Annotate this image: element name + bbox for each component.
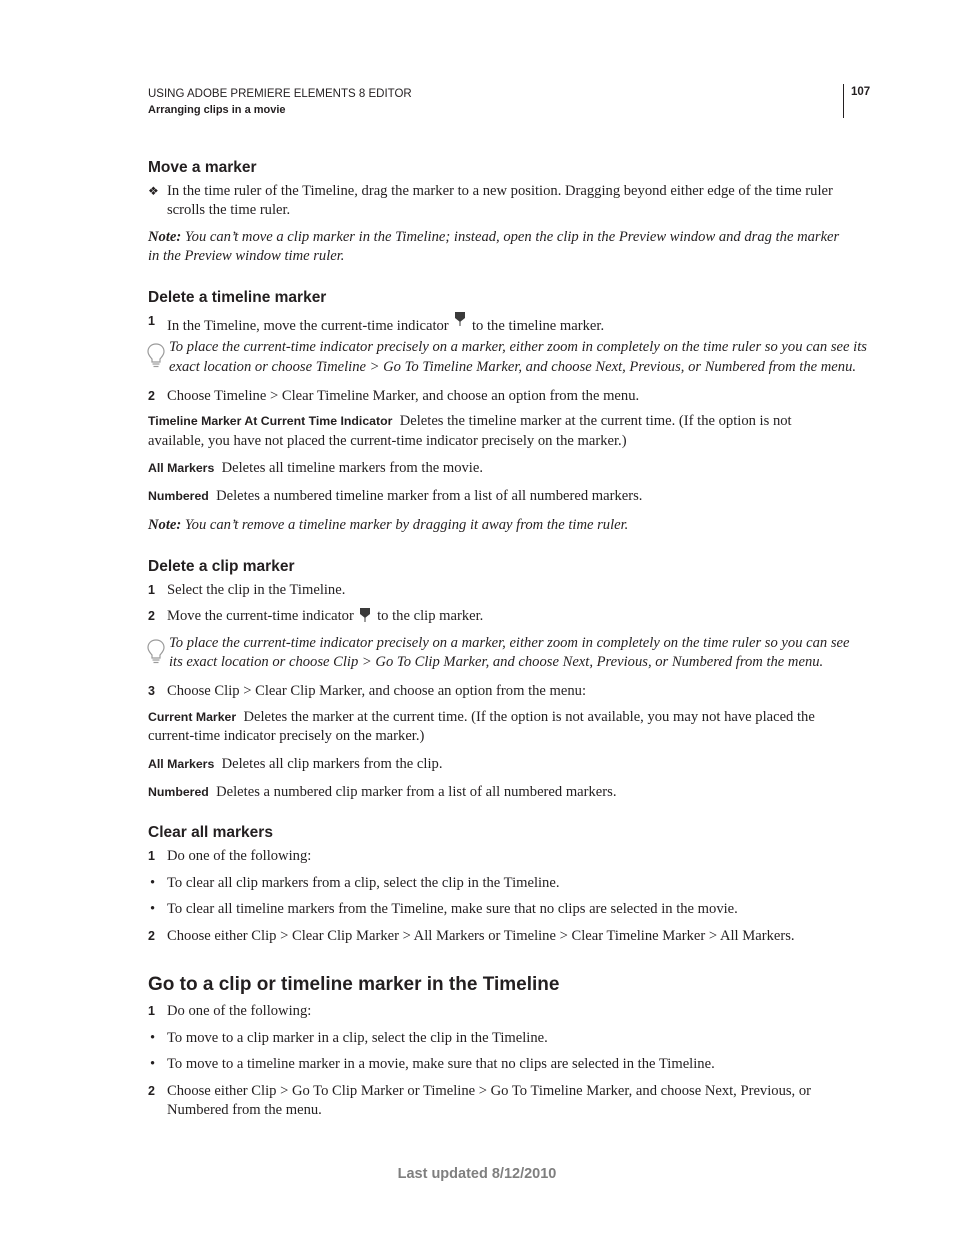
gtm-step2-line2: Numbered from the menu. [167, 1102, 322, 1118]
option-desc: Deletes all clip markers from the clip. [221, 756, 443, 772]
dtm-tip-line1: To place the current-time indicator precisely on a marker, either zoom in completely on the time ruler so you can see its [169, 339, 867, 355]
note-label: Note: [148, 229, 182, 245]
dtm-option-2 [148, 459, 483, 478]
option-desc: Deletes the timeline marker at the current time. (If the option is not [399, 413, 792, 429]
dcm-step2 [167, 607, 483, 626]
dcm-step2-text-b: to the clip marker. [377, 608, 484, 624]
bullet-symbol: • [150, 1056, 156, 1072]
bullet-symbol: • [150, 1030, 156, 1046]
move-marker-step-line2: scrolls the time ruler. [167, 202, 291, 218]
option-term: Timeline Marker At Current Time Indicator [148, 414, 393, 428]
bullet-symbol: • [150, 875, 156, 891]
dcm-step1: Select the clip in the Timeline. [167, 582, 346, 598]
option-term: Current Marker [148, 710, 237, 724]
running-header-subtitle: Arranging clips in a movie [148, 104, 286, 116]
footer-last-updated: Last updated 8/12/2010 [397, 1166, 557, 1182]
gtm-step1: Do one of the following: [167, 1003, 312, 1019]
step-number: 2 [148, 609, 155, 623]
dcm-step3: Choose Clip > Clear Clip Marker, and choose an option from the menu: [167, 683, 587, 699]
dcm-tip-line2: its exact location or choose Clip > Go To Clip Marker, and choose Next, Previous, or Numbered from the menu. [169, 654, 824, 670]
note-text: You can’t move a clip marker in the Timeline; instead, open the clip in the Preview window and drag the marker [184, 229, 840, 245]
step-number: 1 [148, 1004, 155, 1018]
dcm-option-3 [148, 783, 616, 802]
heading-delete-timeline-marker: Delete a timeline marker [148, 289, 327, 306]
dtm-tip-line2: exact location or choose Timeline > Go To Timeline Marker, and choose Next, Previous, or Numbered from the menu. [169, 359, 857, 375]
option-desc: Deletes a numbered timeline marker from a list of all numbered markers. [216, 488, 643, 504]
heading-clear-all-markers: Clear all markers [148, 824, 273, 841]
option-desc: Deletes the marker at the current time. (If the option is not available, you may not have placed the [243, 709, 815, 725]
cam-step2: Choose either Clip > Clear Clip Marker > All Markers or Timeline > Clear Timeline Marker > All Markers. [167, 928, 795, 944]
heading-delete-clip-marker: Delete a clip marker [148, 558, 295, 575]
dtm-note [148, 516, 628, 535]
option-term: Numbered [148, 489, 209, 503]
step-number: 2 [148, 1084, 155, 1098]
lightbulb-icon [147, 639, 165, 665]
dcm-option-1-line2: current-time indicator precisely on the marker.) [148, 728, 425, 744]
gtm-bullet1: To move to a clip marker in a clip, select the clip in the Timeline. [167, 1030, 548, 1046]
gtm-bullet2: To move to a timeline marker in a movie, make sure that no clips are selected in the Timeline. [167, 1056, 715, 1072]
bullet-symbol: ❖ [148, 184, 159, 198]
dtm-option-1 [148, 412, 792, 431]
option-term: All Markers [148, 461, 215, 475]
gtm-step2-line1: Choose either Clip > Go To Clip Marker or Timeline > Go To Timeline Marker, and choose Next, Previous, or [167, 1083, 812, 1099]
option-term: Numbered [148, 785, 209, 799]
step-number: 1 [148, 314, 155, 328]
note-label: Note: [148, 517, 182, 533]
move-marker-note-line1 [148, 228, 839, 247]
option-desc: Deletes all timeline markers from the movie. [221, 460, 483, 476]
move-marker-step-line1: In the time ruler of the Timeline, drag the marker to a new position. Dragging beyond either edge of the time ruler [167, 183, 833, 199]
dcm-tip-line1: To place the current-time indicator precisely on a marker, either zoom in completely on the time ruler so you can see [169, 635, 850, 651]
heading-move-a-marker: Move a marker [148, 159, 257, 176]
dtm-step1 [167, 312, 604, 336]
current-time-indicator-icon [359, 608, 371, 622]
step-number: 1 [148, 583, 155, 597]
cam-bullet1: To clear all clip markers from a clip, select the clip in the Timeline. [167, 875, 560, 891]
dtm-step2: Choose Timeline > Clear Timeline Marker, and choose an option from the menu. [167, 388, 640, 404]
dtm-option-3 [148, 487, 642, 506]
cam-bullet2: To clear all timeline markers from the Timeline, make sure that no clips are selected in the movie. [167, 901, 738, 917]
lightbulb-icon [147, 343, 165, 369]
cam-step1: Do one of the following: [167, 848, 312, 864]
step-number: 1 [148, 849, 155, 863]
bullet-symbol: • [150, 901, 156, 917]
option-term: All Markers [148, 757, 215, 771]
note-text: You can’t remove a timeline marker by dragging it away from the time ruler. [184, 517, 629, 533]
dtm-step1-text-a: In the Timeline, move the current-time indicator [167, 318, 449, 334]
step-number: 2 [148, 389, 155, 403]
dtm-option-1-line2: available, you have not placed the current-time indicator precisely on the marker.) [148, 433, 627, 449]
step-number: 2 [148, 929, 155, 943]
page-number: 107 [851, 86, 871, 98]
dcm-option-1 [148, 708, 815, 727]
current-time-indicator-icon [454, 312, 466, 326]
header-divider [843, 84, 844, 118]
dcm-option-2 [148, 755, 442, 774]
option-desc: Deletes a numbered clip marker from a list of all numbered markers. [216, 784, 617, 800]
heading-go-to-marker: Go to a clip or timeline marker in the Timeline [148, 974, 560, 995]
move-marker-note-line2: in the Preview window time ruler. [148, 248, 345, 264]
dtm-step1-text-b: to the timeline marker. [471, 318, 605, 334]
dcm-step2-text-a: Move the current-time indicator [167, 608, 354, 624]
step-number: 3 [148, 684, 155, 698]
running-header-title: USING ADOBE PREMIERE ELEMENTS 8 EDITOR [148, 88, 412, 100]
